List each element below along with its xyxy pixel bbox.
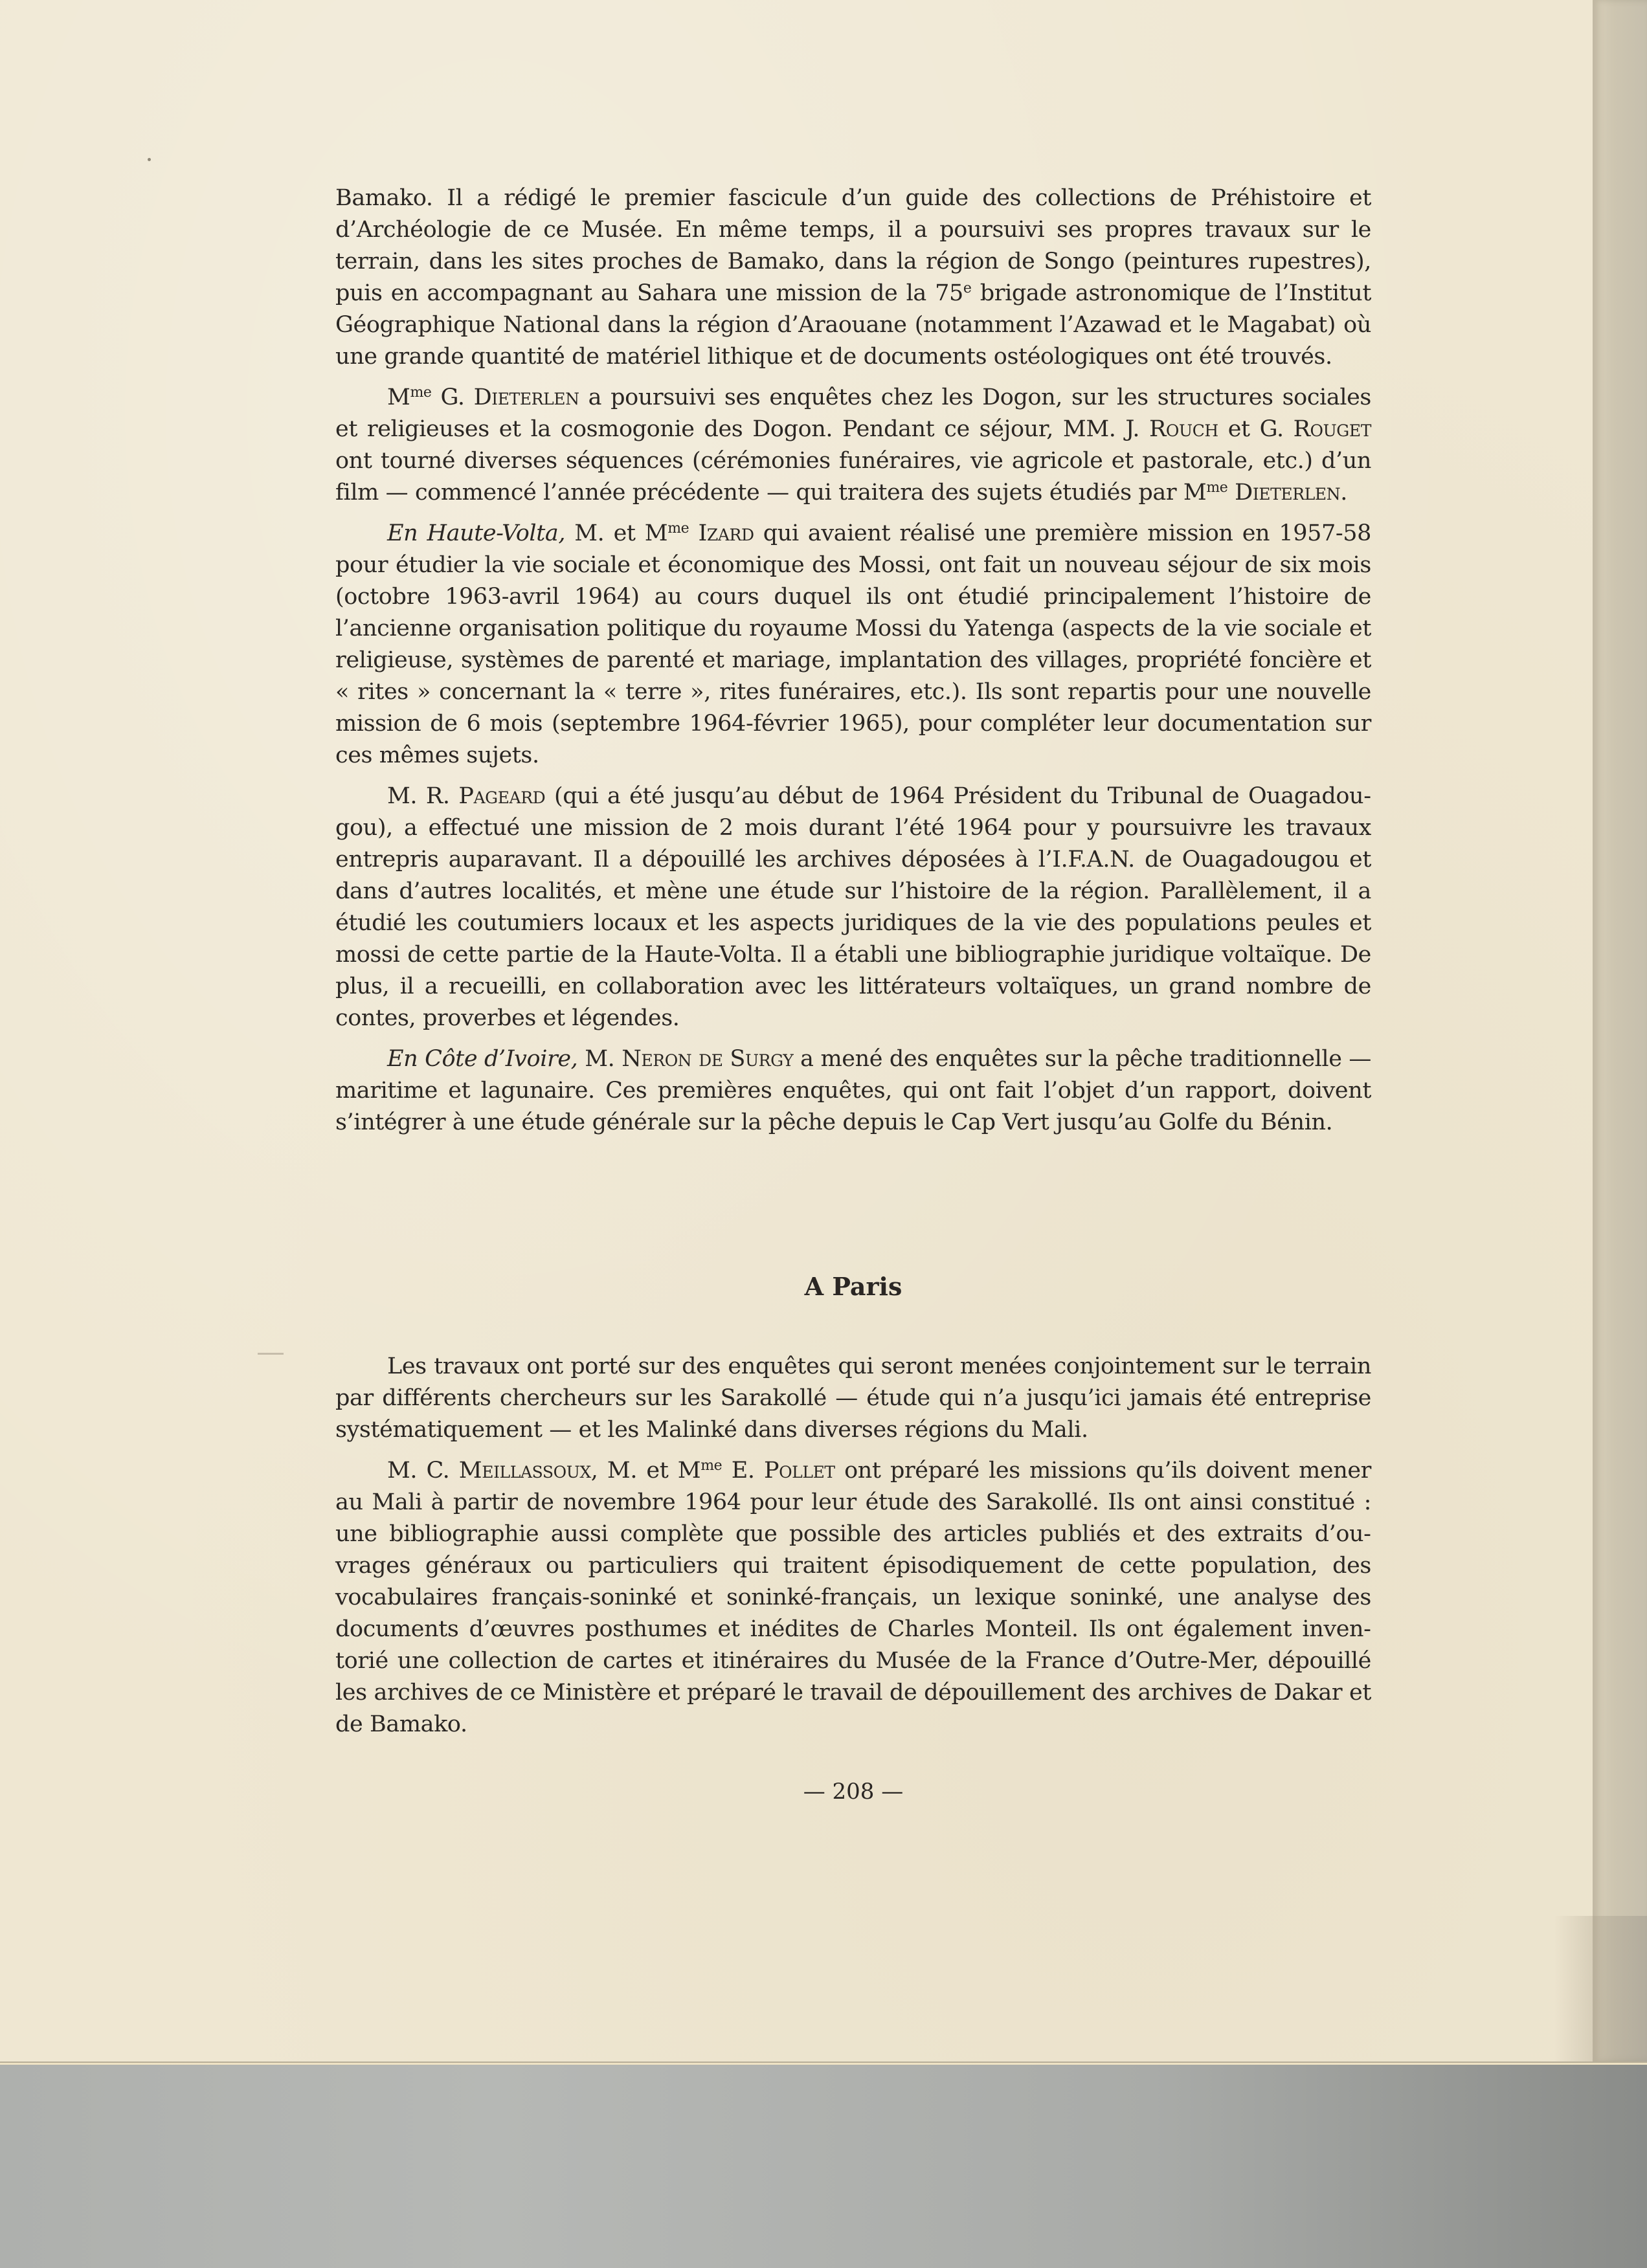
person-name-smallcaps: Dieterlen [1235, 480, 1341, 506]
paper-speck [148, 158, 151, 161]
text-run: . [1340, 480, 1347, 506]
text-run: a poursuivi ses enquêtes chez les Dogon, sur les structures sociales et religieuses et la cosmogonie des Dogon. Pendant ce séjour, MM. J. [335, 384, 1371, 442]
section-heading-a-paris: A Paris [804, 1272, 902, 1301]
text-run: M. R. [387, 783, 459, 809]
text-run: G. [431, 384, 474, 410]
text-run: M. et M [565, 520, 668, 546]
text-run: ont préparé les missions qu’ils doivent mener au Mali à partir de novembre 1964 pour leur étude des Sarakollé. Ils ont ainsi constitué : une bibliographie aussi complète que possible des articles publiés et des extraits d’ouvrages généraux ou particuliers qui traitent épisodiquement de cette population, des vocabulaires français-soninké et soninké-français, un lexique soninké, une analyse des documents d’œuvres posthumes et inédites de Charles Monteil. Ils ont également inventorié une collection de cartes et itinéraires du Musée de la France d’Outre-Mer, dépouillé les archives de ce Ministère et préparé le travail de dépouillement des archives de Dakar et de Bamako. [335, 1458, 1371, 1737]
margin-mark [258, 1353, 284, 1355]
paragraph-haute-volta [335, 518, 1371, 772]
scanner-background [0, 2065, 1647, 2268]
paragraph-cote-divoire [335, 1043, 1371, 1139]
text-run: E. [722, 1458, 764, 1484]
text-run: M [387, 384, 410, 410]
body-text-top [335, 183, 1371, 1139]
page-gutter-shadow [1593, 0, 1647, 2062]
text-run: brigade astronomique de l’Institut Géographique National dans la région d’Araouane (notamment l’Azawad et le Magabat) où une grande quantité de matériel lithique et de documents ostéologiques ont été trouvés. [335, 280, 1371, 370]
paragraph-meillassoux-pollet [335, 1455, 1371, 1740]
text-run: ont tourné diverses séquences (cérémonies funéraires, vie agricole et pastorale, etc.) d’un film — commencé l’année précédente — qui traitera des sujets étudiés par M [335, 448, 1371, 506]
superscript: me [1206, 480, 1228, 496]
page-gutter-shadow-lower [1554, 1916, 1647, 2065]
person-name-smallcaps: Pollet [763, 1458, 835, 1484]
text-run: qui avaient réalisé une première mission en 1957-58 pour étudier la vie sociale et économique des Mossi, ont fait un nouveau séjour de six mois (octobre 1963-avril 1964) au cours duquel ils ont étudié principalement l’histoire de l’ancienne organisation politique du royaume Mossi du Yatenga (aspects de la vie sociale et religieuse, systèmes de parenté et mariage, implantation des villages, propriété foncière et « rites » concernant la « terre », rites funéraires, etc.). Ils sont repartis pour une nouvelle mission de 6 mois (septembre 1964-février 1965), pour compléter leur documentation sur ces mêmes sujets. [335, 520, 1371, 768]
text-run: M. [577, 1046, 622, 1072]
text-run [689, 520, 698, 546]
person-name-smallcaps: Rouget [1293, 416, 1371, 442]
region-label-italic: En Haute-Volta, [387, 520, 566, 546]
body-text-paris [335, 1351, 1371, 1740]
text-run: M. C. [387, 1458, 459, 1484]
text-run: , M. et M [590, 1458, 701, 1484]
superscript: me [667, 520, 689, 537]
paragraph-pageard [335, 781, 1371, 1034]
text-run: Les travaux ont porté sur des enquêtes qui seront menées conjointement sur le terrain par différents chercheurs sur les Sarakollé — étude qui n’a jusqu’ici jamais été entreprise systématiquement — et les Malinké dans diverses régions du Mali. [335, 1353, 1371, 1443]
text-run: a mené des enquêtes sur la pêche traditionnelle — maritime et lagunaire. Ces premières enquêtes, qui ont fait l’objet d’un rapport, doivent s’intégrer à une étude générale sur la pêche depuis le Cap Vert jusqu’au Golfe du Bénin. [335, 1046, 1371, 1135]
superscript: e [963, 280, 972, 296]
person-name-smallcaps: Dieterlen [473, 384, 579, 410]
paragraph-dieterlen [335, 382, 1371, 509]
page-number: — 208 — [803, 1779, 904, 1805]
text-run: et G. [1218, 416, 1294, 442]
person-name-smallcaps: Rouch [1148, 416, 1218, 442]
text-run: (qui a été jusqu’au début de 1964 Président du Tribunal de Ouagadougou), a effectué une mission de 2 mois durant l’été 1964 pour y poursuivre les travaux entrepris auparavant. Il a dépouillé les archives déposées à l’I.F.A.N. de Ouagadougou et dans d’autres localités, et mène une étude sur l’histoire de la région. Parallèlement, il a étudié les coutumiers locaux et les aspects juridiques de la vie des populations peules et mossi de cette partie de la Haute-Volta. Il a établi une bibliographie juridique voltaïque. De plus, il a recueilli, en collaboration avec les littérateurs voltaïques, un grand nombre de contes, proverbes et légendes. [335, 783, 1372, 1031]
superscript: me [410, 384, 432, 401]
paragraph-bamako [335, 183, 1371, 373]
person-name-smallcaps: Pageard [458, 783, 546, 809]
text-run: Bamako. Il a rédigé le premier fascicule d’un guide des collections de Préhistoire et d’Archéologie de ce Musée. En même temps, il a poursuivi ses propres travaux sur le terrain, dans les sites proches de Bamako, dans la région de Songo (peintures rupestres), puis en accompagnant au Sahara une mission de la 75 [335, 185, 1371, 306]
person-name-smallcaps: Izard [698, 520, 754, 546]
person-name-smallcaps: Meillassoux [458, 1458, 591, 1484]
paragraph-paris-travaux [335, 1351, 1371, 1446]
person-name-smallcaps: Neron de Surgy [622, 1046, 794, 1072]
superscript: me [700, 1458, 723, 1474]
text-run [1227, 480, 1235, 506]
region-label-italic: En Côte d’Ivoire, [387, 1046, 578, 1072]
